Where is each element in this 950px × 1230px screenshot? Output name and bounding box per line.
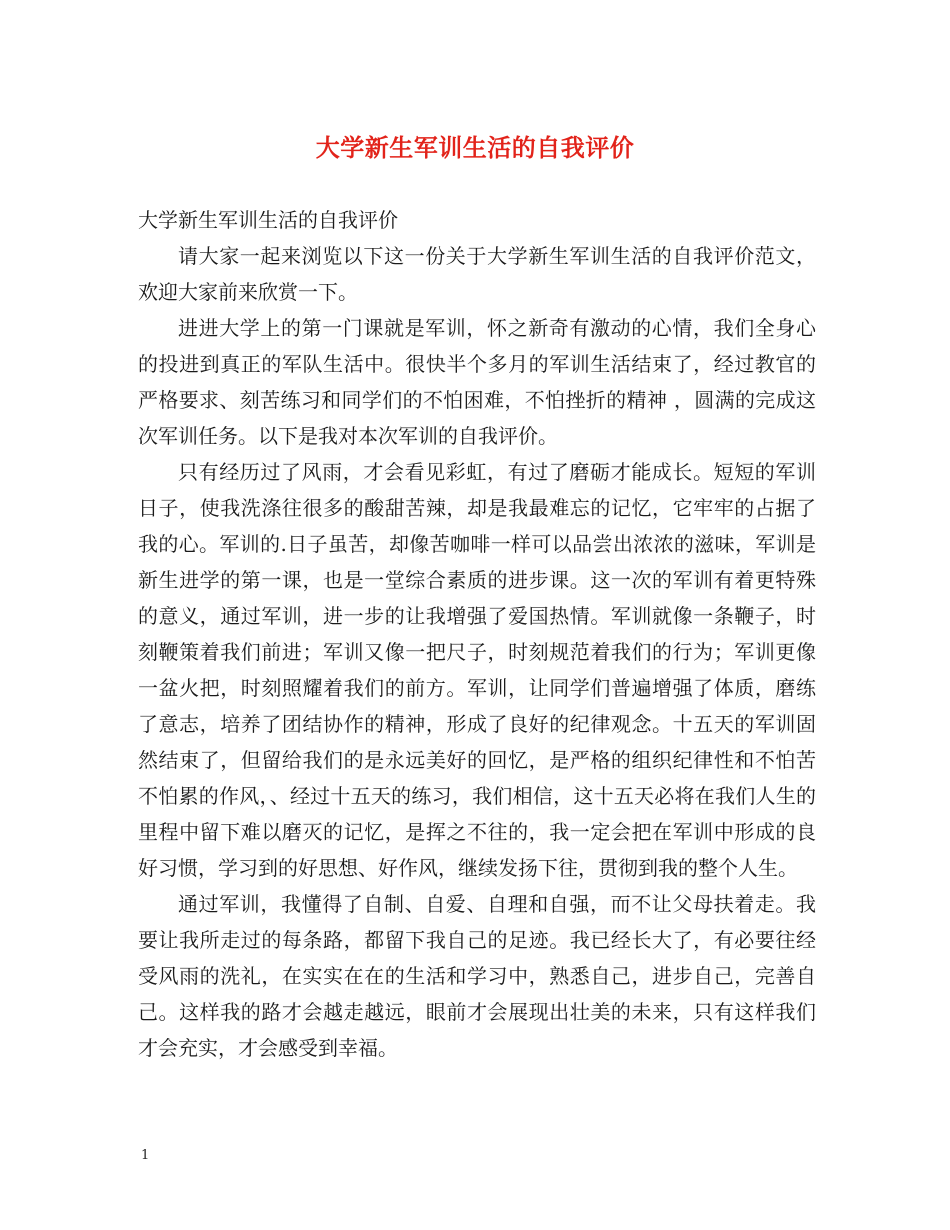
- body-heading: 大学新生军训生活的自我评价: [138, 208, 398, 232]
- page-number: 1: [141, 1148, 150, 1163]
- paragraph-entering-university: 进进大学上的第一门课就是军训，怀之新奇有激动的心情，我们全身心的投进到真正的军队生活中。很快半个多月的军训生活结束了，经过教官的严格要求、刻苦练习和同学们的不怕困难，不怕挫折的精神 ，圆满的完成这次军训任务。以下是我对本次军训的自我评价。: [138, 316, 816, 448]
- document-title: 大学新生军训生活的自我评价: [315, 133, 635, 162]
- paragraph-experience: 只有经历过了风雨，才会看见彩虹，有过了磨砺才能成长。短短的军训日子，使我洗涤往很多的酸甜苦辣，却是我最难忘的记忆，它牢牢的占据了我的心。军训的.日子虽苦，却像苦咖啡一样可以品尝出浓浓的滋味，军训是新生进学的第一课，也是一堂综合素质的进步课。这一次的军训有着更特殊的意义，通过军训，进一步的让我增强了爱国热情。军训就像一条鞭子，时刻鞭策着我们前进；军训又像一把尺子，时刻规范着我们的行为；军训更像一盆火把，时刻照耀着我们的前方。军训，让同学们普遍增强了体质，磨练了意志，培养了团结协作的精神，形成了良好的纪律观念。十五天的军训固然结束了，但留给我们的是永远美好的回忆，是严格的组织纪律性和不怕苦不怕累的作风，、经过十五天的练习，我们相信，这十五天必将在我们人生的里程中留下难以磨灭的记忆，是挥之不往的，我一定会把在军训中形成的良好习惯，学习到的好思想、好作风，继续发扬下往，贯彻到我的整个人生。: [138, 460, 816, 880]
- document-body: [138, 202, 816, 1066]
- paragraph-intro: 请大家一起来浏览以下这一份关于大学新生军训生活的自我评价范文，欢迎大家前来欣赏一下。: [138, 244, 816, 304]
- paragraph-conclusion: 通过军训，我懂得了自制、自爱、自理和自强，而不让父母扶着走。我要让我所走过的每条路，都留下我自己的足迹。我已经长大了，有必要往经受风雨的洗礼，在实实在在的生活和学习中，熟悉自己，进步自己，完善自己。这样我的路才会越走越远，眼前才会展现出壮美的未来，只有这样我们才会充实，才会感受到幸福。: [138, 892, 816, 1060]
